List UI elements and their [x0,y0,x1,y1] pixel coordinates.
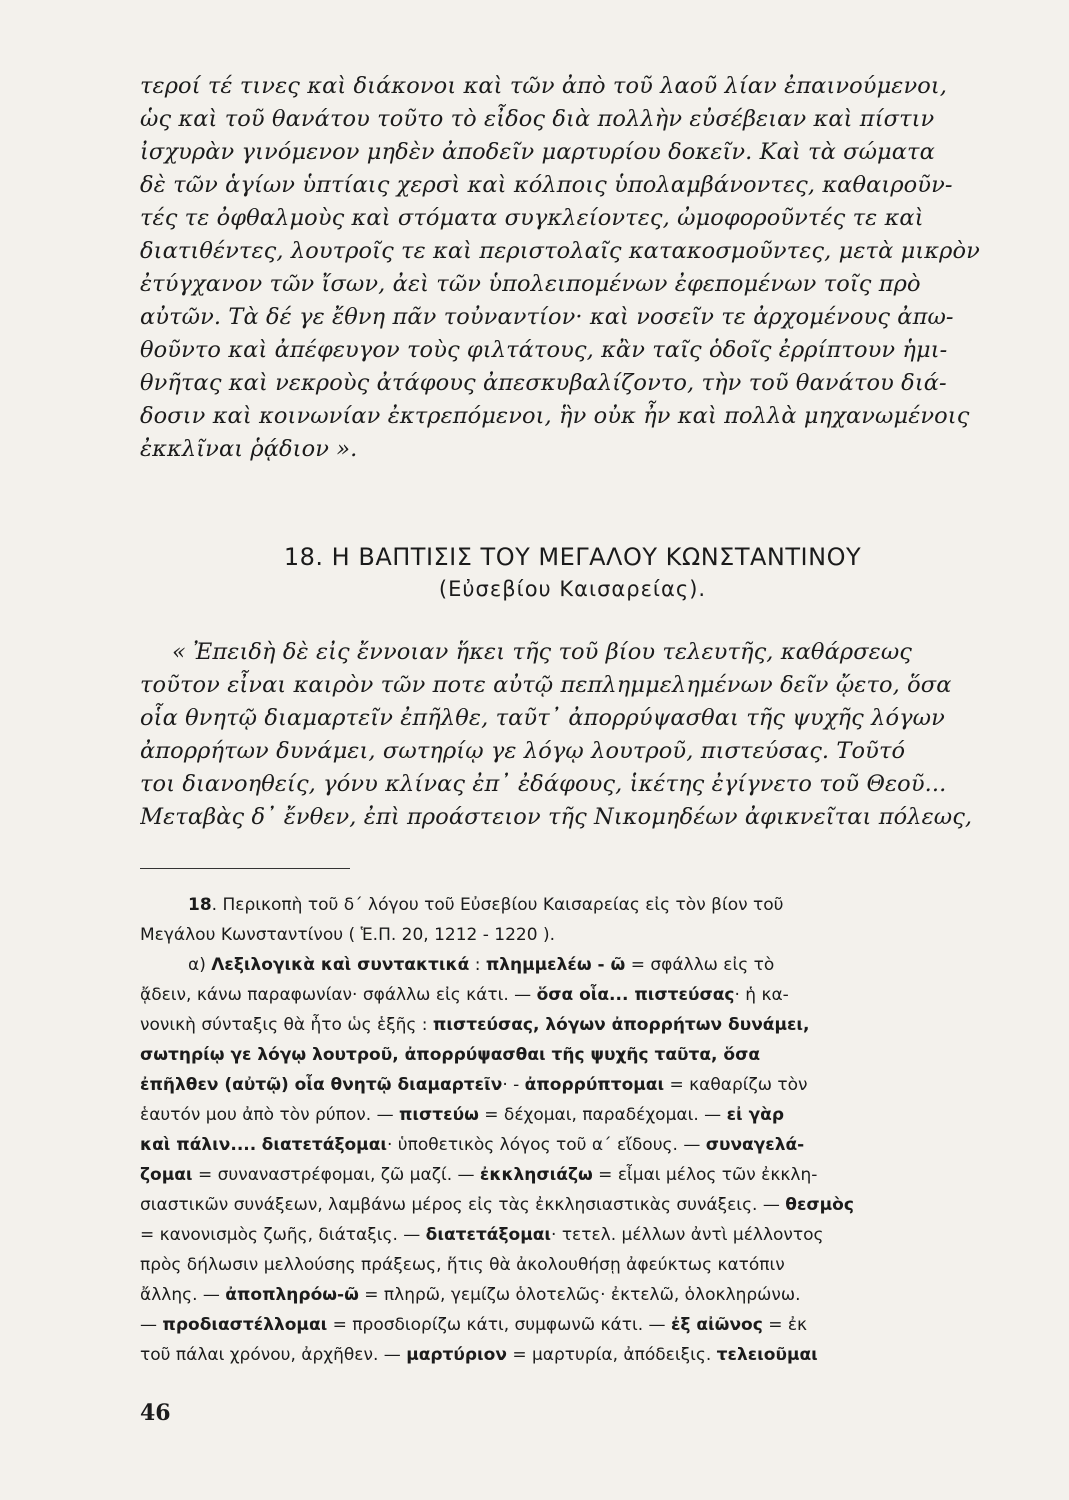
passage-line: δοσιν καὶ κοινωνίαν ἐκτρεπόμενοι, ἣν οὐκ ἦν καὶ πολλὰ μηχανωμένοις [140,403,970,429]
passage-line: τές τε ὀφθαλμοὺς καὶ στόματα συγκλείοντες, ὠμοφοροῦντές τε καὶ [140,205,924,231]
footnote-line [140,950,1005,980]
footnote-line [140,1280,1005,1310]
footnote-text: = εἶμαι μέλος τῶν ἐκκλη- [592,1165,818,1185]
footnote-text: · τετελ. μέλλων ἀντὶ μέλλοντος [551,1225,824,1245]
footnote-term: ἐξ αἰῶνος [670,1315,763,1335]
footnote-text: = ἐκ [762,1315,808,1335]
footnote-line [140,1130,1005,1160]
footnote-term: καὶ πάλιν.... [140,1135,257,1155]
footnote-text: : [469,955,486,975]
footnote-term: ἀποπληρόω-ῶ [225,1285,359,1305]
footnote-line [140,890,1005,920]
footnote-text: · ἡ κα- [734,985,789,1005]
footnote-term: ἀπορρύπτομαι [524,1075,665,1095]
quote-line: « Ἐπειδὴ δὲ εἰς ἔννοιαν ἥκει τῆς τοῦ βίου τελευτῆς, καθάρσεως [172,639,912,665]
quote-passage [140,636,1005,834]
footnote-text: = κανονισμὸς ζωῆς, διάταξις. — [140,1225,426,1245]
passage-line: δὲ τῶν ἁγίων ὑπτίαις χερσὶ καὶ κόλποις ὑπολαμβάνοντες, καθαιροῦν- [140,172,953,198]
footnote-term: ζομαι [140,1165,193,1185]
footnote-text: = μαρτυρία, ἀπόδειξις. [506,1345,717,1365]
passage-line: ἐτύγχανον τῶν ἴσων, ἀεὶ τῶν ὑπολειπομένων ἐφεπομένων τοῖς πρὸ [140,271,921,297]
footnote-line [140,1220,1005,1250]
footnote-line [140,980,1005,1010]
passage-line: ἰσχυρὰν γινόμενον μηδὲν ἀποδεῖν μαρτυρίου δοκεῖν. Καὶ τὰ σώματα [140,139,935,165]
footnote-line [140,1340,1005,1370]
footnote-text: · - [502,1075,525,1095]
footnote-term: Λεξιλογικὰ καὶ συντακτικά [211,955,470,975]
footnote-text: = δέχομαι, παραδέχομαι. — [478,1105,727,1125]
footnote-text: τοῦ πάλαι χρόνου, ἀρχῆθεν. — [140,1345,407,1365]
section-subtitle: (Εὐσεβίου Καισαρείας). [438,577,707,601]
footnote-term: σωτηρίῳ γε λόγῳ λουτροῦ, ἀπορρύψασθαι τῆς ψυχῆς ταῦτα, ὅσα [140,1045,761,1065]
footnote-text: Μεγάλου Κωνσταντίνου ( Ἑ.Π. 20, 1212 - 1220 ). [140,925,556,945]
footnote-text: ἄλλης. — [140,1285,226,1305]
footnote-term: προδιαστέλλομαι [162,1315,328,1335]
footnote-term: πιστεύω [398,1105,479,1125]
footnote-term: ἐκκλησιάζω [479,1165,593,1185]
passage-line: αὐτῶν. Τὰ δέ γε ἔθνη πᾶν τοὐναντίον· καὶ νοσεῖν τε ἀρχομένους ἀπω- [140,304,954,330]
footnote-text: = πληρῶ, γεμίζω ὁλοτελῶς· ἐκτελῶ, ὁλοκληρώνω. [358,1285,801,1305]
footnote-term: θεσμὸς [785,1195,854,1215]
footnotes [140,890,1005,1370]
footnote-text: . Περικοπὴ τοῦ δ΄ λόγου τοῦ Εὐσεβίου Καισαρείας εἰς τὸν βίον τοῦ [211,895,784,915]
footnote-line [140,1040,1005,1070]
passage-line: ὡς καὶ τοῦ θανάτου τοῦτο τὸ εἶδος διὰ πολλὴν εὐσέβειαν καὶ πίστιν [140,106,935,132]
footnote-line [140,1010,1005,1040]
footnote-term: πλημμελέω - ῶ [485,955,626,975]
passage-line: θοῦντο καὶ ἀπέφευγον τοὺς φιλτάτους, κἂν ταῖς ὁδοῖς ἐρρίπτουν ἡμι- [140,337,948,363]
footnote-line [140,1310,1005,1340]
footnote-term: ὅσα οἷα... πιστεύσας [536,985,735,1005]
footnote-term: ἐπῆλθεν (αὐτῷ) οἷα θνητῷ διαμαρτεῖν [140,1075,503,1095]
footnote-line [140,1070,1005,1100]
passage-line: τεροί τέ τινες καὶ διάκονοι καὶ τῶν ἀπὸ τοῦ λαοῦ λίαν ἐπαινούμενοι, [140,73,948,99]
passage-line: θνῆτας καὶ νεκροὺς ἀτάφους ἀπεσκυβαλίζοντο, τὴν τοῦ θανάτου διά- [140,370,947,396]
footnote-text: νονικὴ σύνταξις θὰ ἦτο ὡς ἑξῆς : [140,1015,433,1035]
footnote-text: = καθαρίζω τὸν [664,1075,808,1095]
passage-line: διατιθέντες, λουτροῖς τε καὶ περιστολαῖς κατακοσμοῦντες, μετὰ μικρὸν [140,238,980,264]
footnote-term: 18 [188,895,212,915]
footnote-text: ᾄδειν, κάνω παραφωνίαν· σφάλλω εἰς κάτι. — [140,985,537,1005]
footnote-term: διατετάξομαι [425,1225,552,1245]
footnote-text: σιαστικῶν συνάξεων, λαμβάνω μέρος εἰς τὰς ἐκκλησιαστικὰς συνάξεις. — [140,1195,786,1215]
footnote-line [140,1160,1005,1190]
quote-line: Μεταβὰς δ᾽ ἔνθεν, ἐπὶ προάστειον τῆς Νικομηδέων ἀφικνεῖται πόλεως, [140,804,973,830]
footnote-line [140,1250,1005,1280]
quote-line: ἀπορρήτων δυνάμει, σωτηρίῳ γε λόγῳ λουτροῦ, πιστεύσας. Τοῦτό [140,738,906,764]
footnote-term: μαρτύριον [406,1345,507,1365]
footnote-line [140,1190,1005,1220]
page-number: 46 [140,1400,171,1426]
top-passage [140,70,1005,466]
section-title: 18. Η ΒΑΠΤΙΣΙΣ ΤΟΥ ΜΕΓΑΛΟΥ ΚΩΝΣΤΑΝΤΙΝΟΥ [283,543,862,571]
footnote-term: τελειοῦμαι [716,1345,818,1365]
footnote-text: α) [188,955,212,975]
footnote-divider [140,868,350,869]
footnote-text: πρὸς δήλωσιν μελλούσης πράξεως, ἥτις θὰ ἀκολουθήσῃ ἀφεύκτως κατόπιν [140,1255,785,1275]
footnote-text: ἑαυτόν μου ἀπὸ τὸν ρύπον. — [140,1105,399,1125]
footnote-term: διατετάξομαι [261,1135,387,1155]
footnote-term: εἰ γὰρ [726,1105,784,1125]
footnote-text: = σφάλλω εἰς τὸ [625,955,775,975]
quote-line: οἷα θνητῷ διαμαρτεῖν ἐπῆλθε, ταῦτ᾽ ἀπορρύψασθαι τῆς ψυχῆς λόγων [140,705,945,731]
footnote-term: πιστεύσας, λόγων ἀπορρήτων δυνάμει, [432,1015,810,1035]
footnote-term: συναγελά- [705,1135,805,1155]
quote-line: τοι διανοηθείς, γόνυ κλίνας ἐπ᾽ ἐδάφους, ἱκέτης ἐγίγνετο τοῦ Θεοῦ... [140,771,947,797]
section-heading [140,540,1005,604]
footnote-text: = προσδιορίζω κάτι, συμφωνῶ κάτι. — [327,1315,671,1335]
footnote-text: — [140,1315,163,1335]
quote-line: τοῦτον εἶναι καιρὸν τῶν ποτε αὐτῷ πεπλημμελημένων δεῖν ᾤετο, ὅσα [140,672,952,698]
footnote-line [140,1100,1005,1130]
footnote-text: · ὑποθετικὸς λόγος τοῦ α΄ εἴδους. — [387,1135,706,1155]
footnote-line [140,920,1005,950]
footnote-text: = συναναστρέφομαι, ζῶ μαζί. — [192,1165,480,1185]
passage-line: ἐκκλῖναι ῥᾴδιον ». [140,436,358,462]
